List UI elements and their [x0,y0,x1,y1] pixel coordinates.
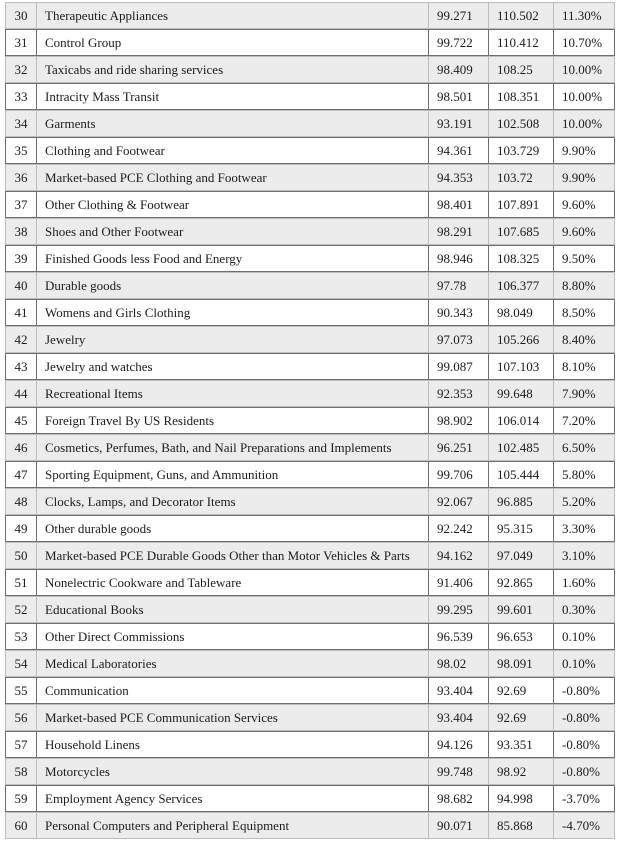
percent-change-cell: 7.20% [553,408,614,433]
category-cell: Control Group [36,30,428,55]
category-cell: Clocks, Lamps, and Decorator Items [36,489,428,514]
value-1-cell: 99.706 [428,462,488,487]
value-2-cell: 107.103 [488,354,553,379]
category-cell: Garments [36,111,428,136]
percent-change-cell: 8.80% [553,273,614,298]
value-1-cell: 98.682 [428,786,488,811]
table-row [5,731,615,758]
table-row [5,380,615,407]
percent-change-cell: 0.10% [553,624,614,649]
value-2-cell: 102.485 [488,435,553,460]
value-2-cell: 103.729 [488,138,553,163]
percent-change-cell: 0.10% [553,651,614,676]
value-2-cell: 95.315 [488,516,553,541]
row-number-cell: 31 [14,35,28,50]
row-number-cell: 37 [14,197,28,212]
value-1-cell: 92.242 [428,516,488,541]
table-row [5,515,615,542]
category-cell: Household Linens [36,732,428,757]
row-number-cell: 32 [14,62,28,77]
value-1-cell: 96.251 [428,435,488,460]
percent-change-cell: -3.70% [553,786,614,811]
value-2-cell: 105.444 [488,462,553,487]
value-1-cell: 99.271 [428,3,488,28]
row-number-cell: 34 [14,116,28,131]
category-cell: Other Direct Commissions [36,624,428,649]
value-1-cell: 98.291 [428,219,488,244]
category-cell: Durable goods [36,273,428,298]
value-1-cell: 92.353 [428,381,488,406]
table-row [5,596,615,623]
row-number-cell: 36 [14,170,28,185]
row-number-cell: 44 [14,386,28,401]
value-2-cell: 93.351 [488,732,553,757]
category-cell: Finished Goods less Food and Energy [36,246,428,271]
percent-change-cell: 6.50% [553,435,614,460]
percent-change-cell: 5.80% [553,462,614,487]
percent-change-cell: -4.70% [553,813,614,838]
category-cell: Jewelry [36,327,428,352]
percent-change-cell: 3.30% [553,516,614,541]
value-1-cell: 90.071 [428,813,488,838]
row-number-cell: 38 [14,224,28,239]
value-2-cell: 99.648 [488,381,553,406]
table-row [5,164,615,191]
row-number-cell: 48 [14,494,28,509]
table-row [5,353,615,380]
percent-change-cell: 1.60% [553,570,614,595]
percent-change-cell: 9.60% [553,219,614,244]
row-number-cell: 30 [14,8,28,23]
row-number-cell: 59 [14,791,28,806]
value-2-cell: 92.69 [488,705,553,730]
table-row [5,785,615,812]
value-1-cell: 93.191 [428,111,488,136]
category-cell: Therapeutic Appliances [36,3,428,28]
row-number-cell: 45 [14,413,28,428]
row-number-cell: 53 [14,629,28,644]
row-number-cell: 43 [14,359,28,374]
value-1-cell: 98.946 [428,246,488,271]
value-1-cell: 94.361 [428,138,488,163]
percent-change-cell: 10.00% [553,84,614,109]
value-1-cell: 99.087 [428,354,488,379]
value-1-cell: 98.409 [428,57,488,82]
value-1-cell: 98.02 [428,651,488,676]
table-row [5,326,615,353]
value-1-cell: 93.404 [428,678,488,703]
value-2-cell: 98.049 [488,300,553,325]
percent-change-cell: -0.80% [553,759,614,784]
category-cell: Educational Books [36,597,428,622]
value-2-cell: 92.69 [488,678,553,703]
percent-change-cell: -0.80% [553,678,614,703]
table-row [5,245,615,272]
row-number-cell: 58 [14,764,28,779]
category-cell: Personal Computers and Peripheral Equipment [36,813,428,838]
category-cell: Nonelectric Cookware and Tableware [36,570,428,595]
value-2-cell: 94.998 [488,786,553,811]
table-row [5,461,615,488]
percent-change-cell: 11.30% [553,3,614,28]
category-cell: Taxicabs and ride sharing services [36,57,428,82]
value-2-cell: 103.72 [488,165,553,190]
table-row [5,272,615,299]
table-row [5,812,615,839]
pce-index-table [5,2,615,839]
category-cell: Intracity Mass Transit [36,84,428,109]
percent-change-cell: 5.20% [553,489,614,514]
percent-change-cell: 8.10% [553,354,614,379]
percent-change-cell: 0.30% [553,597,614,622]
percent-change-cell: 9.90% [553,165,614,190]
row-number-cell: 56 [14,710,28,725]
row-number-cell: 35 [14,143,28,158]
percent-change-cell: 8.40% [553,327,614,352]
table-row [5,2,615,29]
table-row [5,569,615,596]
value-1-cell: 99.748 [428,759,488,784]
value-2-cell: 107.891 [488,192,553,217]
category-cell: Recreational Items [36,381,428,406]
value-2-cell: 102.508 [488,111,553,136]
value-1-cell: 94.353 [428,165,488,190]
value-2-cell: 97.049 [488,543,553,568]
value-1-cell: 99.722 [428,30,488,55]
table-row [5,191,615,218]
table-row [5,29,615,56]
category-cell: Womens and Girls Clothing [36,300,428,325]
value-1-cell: 90.343 [428,300,488,325]
category-cell: Market-based PCE Clothing and Footwear [36,165,428,190]
table-row [5,677,615,704]
table-row [5,488,615,515]
category-cell: Clothing and Footwear [36,138,428,163]
category-cell: Foreign Travel By US Residents [36,408,428,433]
table-row [5,758,615,785]
row-number-cell: 55 [14,683,28,698]
value-2-cell: 98.92 [488,759,553,784]
value-1-cell: 92.067 [428,489,488,514]
table-row [5,110,615,137]
value-2-cell: 110.412 [488,30,553,55]
value-2-cell: 106.377 [488,273,553,298]
percent-change-cell: -0.80% [553,732,614,757]
row-number-cell: 41 [14,305,28,320]
percent-change-cell: 9.90% [553,138,614,163]
row-number-cell: 47 [14,467,28,482]
category-cell: Sporting Equipment, Guns, and Ammunition [36,462,428,487]
value-1-cell: 98.501 [428,84,488,109]
value-2-cell: 99.601 [488,597,553,622]
table-row [5,83,615,110]
category-cell: Shoes and Other Footwear [36,219,428,244]
row-number-cell: 57 [14,737,28,752]
table-row [5,137,615,164]
value-2-cell: 96.653 [488,624,553,649]
table-row [5,650,615,677]
row-number-cell: 40 [14,278,28,293]
value-1-cell: 91.406 [428,570,488,595]
value-1-cell: 96.539 [428,624,488,649]
percent-change-cell: 10.00% [553,111,614,136]
value-2-cell: 110.502 [488,3,553,28]
table-row [5,704,615,731]
percent-change-cell: 3.10% [553,543,614,568]
value-2-cell: 85.868 [488,813,553,838]
percent-change-cell: 9.60% [553,192,614,217]
value-2-cell: 108.25 [488,57,553,82]
percent-change-cell: 10.00% [553,57,614,82]
table-row [5,56,615,83]
table-row [5,407,615,434]
category-cell: Other durable goods [36,516,428,541]
value-1-cell: 98.401 [428,192,488,217]
category-cell: Cosmetics, Perfumes, Bath, and Nail Preparations and Implements [36,435,428,460]
value-1-cell: 98.902 [428,408,488,433]
value-2-cell: 105.266 [488,327,553,352]
value-2-cell: 92.865 [488,570,553,595]
value-1-cell: 97.073 [428,327,488,352]
category-cell: Jewelry and watches [36,354,428,379]
table-row [5,542,615,569]
table-row [5,299,615,326]
value-2-cell: 96.885 [488,489,553,514]
percent-change-cell: -0.80% [553,705,614,730]
value-2-cell: 107.685 [488,219,553,244]
row-number-cell: 54 [14,656,28,671]
category-cell: Market-based PCE Durable Goods Other than Motor Vehicles & Parts [36,543,428,568]
value-1-cell: 94.162 [428,543,488,568]
row-number-cell: 33 [14,89,28,104]
table-row [5,434,615,461]
percent-change-cell: 7.90% [553,381,614,406]
value-1-cell: 93.404 [428,705,488,730]
category-cell: Market-based PCE Communication Services [36,705,428,730]
category-cell: Medical Laboratories [36,651,428,676]
value-1-cell: 97.78 [428,273,488,298]
percent-change-cell: 10.70% [553,30,614,55]
table-row [5,218,615,245]
row-number-cell: 46 [14,440,28,455]
value-2-cell: 108.325 [488,246,553,271]
row-number-cell: 42 [14,332,28,347]
value-1-cell: 99.295 [428,597,488,622]
value-1-cell: 94.126 [428,732,488,757]
row-number-cell: 60 [14,818,28,833]
category-cell: Communication [36,678,428,703]
value-2-cell: 108.351 [488,84,553,109]
category-cell: Other Clothing & Footwear [36,192,428,217]
row-number-cell: 51 [14,575,28,590]
row-number-cell: 52 [14,602,28,617]
category-cell: Employment Agency Services [36,786,428,811]
row-number-cell: 39 [14,251,28,266]
value-2-cell: 106.014 [488,408,553,433]
percent-change-cell: 9.50% [553,246,614,271]
percent-change-cell: 8.50% [553,300,614,325]
row-number-cell: 49 [14,521,28,536]
table-row [5,623,615,650]
value-2-cell: 98.091 [488,651,553,676]
category-cell: Motorcycles [36,759,428,784]
row-number-cell: 50 [14,548,28,563]
